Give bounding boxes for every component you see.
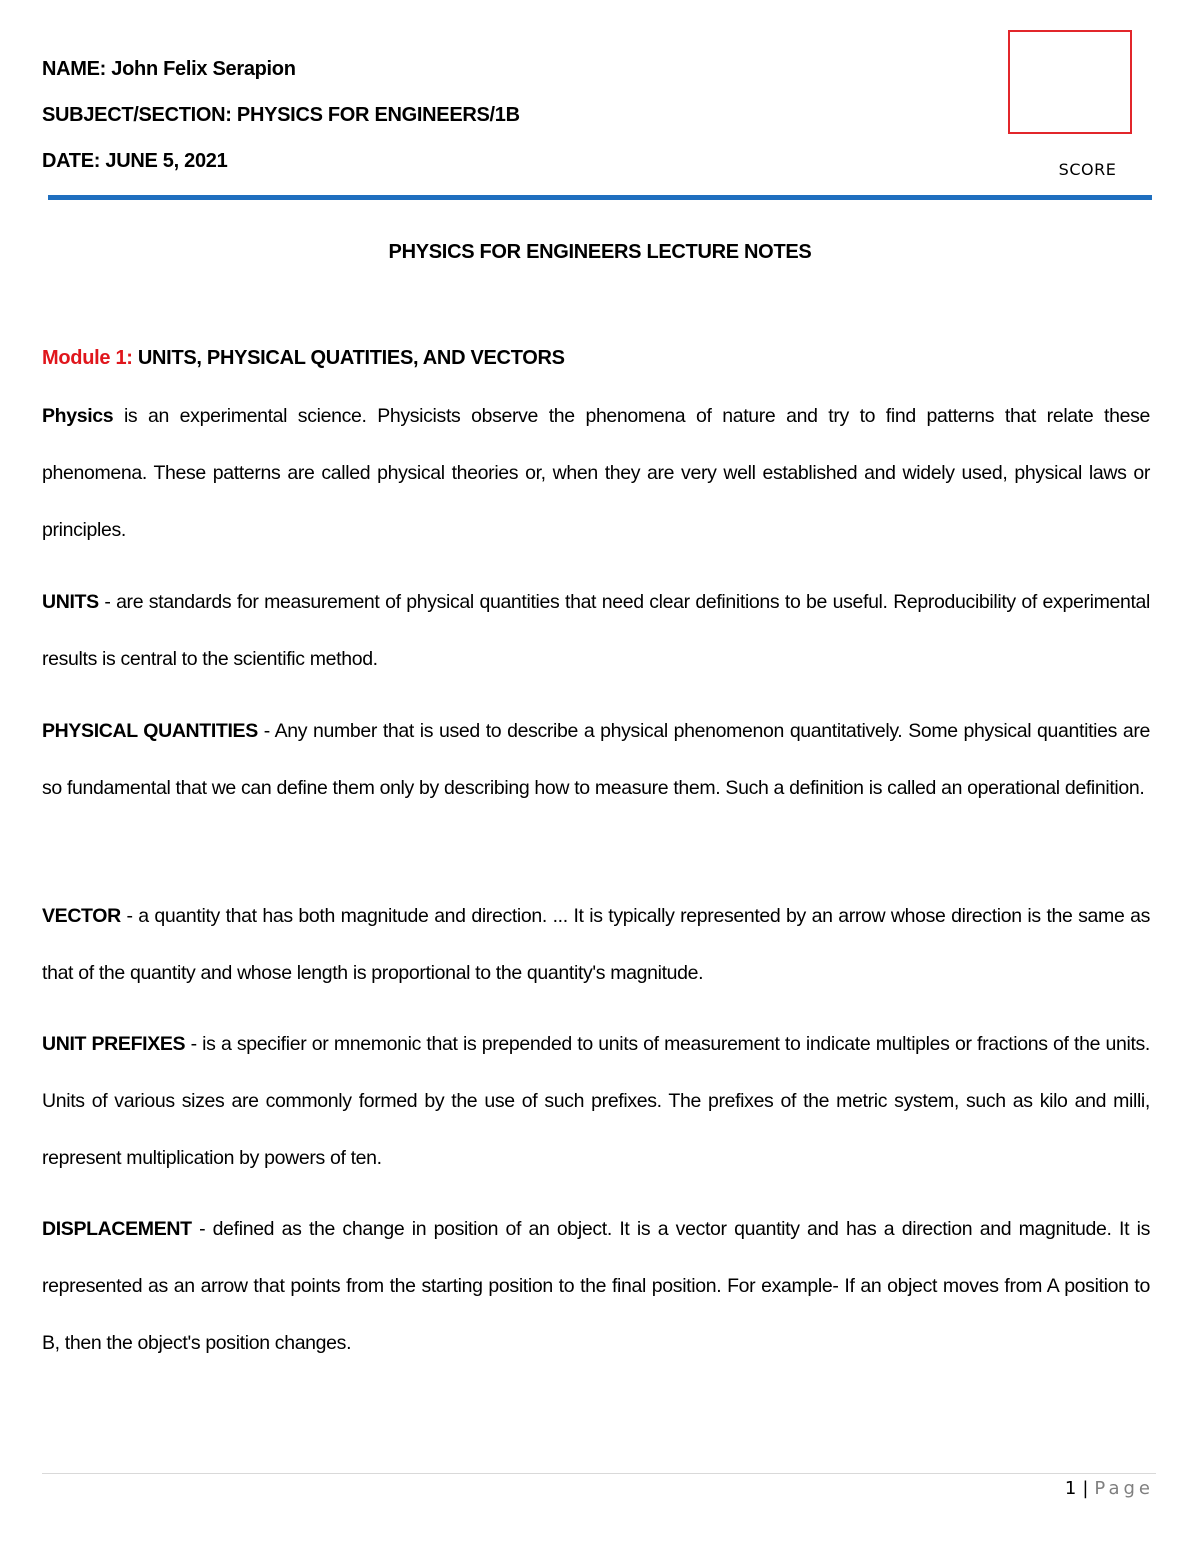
module-heading: [42, 347, 565, 370]
page-word: Page: [1094, 1478, 1154, 1499]
subject-section: SUBJECT/SECTION: PHYSICS FOR ENGINEERS/1B: [42, 104, 520, 126]
definition-physical-quantities: - Any number that is used to describe a physical phenomenon quantitatively. Some physical quantities are so fundamental that we can define them only by describing how to measure them. Such a definition is called an operational definition.: [42, 720, 1150, 799]
page-footer: [1065, 1478, 1154, 1499]
header-divider: [48, 195, 1152, 200]
footer-divider: [42, 1473, 1156, 1474]
paragraph-displacement: [42, 1201, 1150, 1372]
paragraph-vector: [42, 888, 1150, 1002]
definition-displacement: - defined as the change in position of an object. It is a vector quantity and has a direction and magnitude. It is represented as an arrow that points from the starting position to the final position. For example- If an object moves from A position to B, then the object's position changes.: [42, 1218, 1150, 1354]
term-displacement: DISPLACEMENT: [42, 1218, 192, 1240]
page-number: 1: [1064, 1478, 1077, 1499]
page-separator: |: [1082, 1478, 1089, 1499]
term-physics: Physics: [42, 405, 114, 427]
paragraph-physics: [42, 388, 1150, 559]
document-title: PHYSICS FOR ENGINEERS LECTURE NOTES: [388, 241, 812, 263]
term-unit-prefixes: UNIT PREFIXES: [42, 1033, 186, 1055]
term-units: UNITS: [42, 591, 99, 613]
definition-vector: - a quantity that has both magnitude and direction. ... It is typically represented by an arrow whose direction is the same as that of the quantity and whose length is proportional to the quantity's magnitude.: [42, 905, 1150, 984]
score-box: [1008, 30, 1132, 134]
module-title: UNITS, PHYSICAL QUATITIES, AND VECTORS: [132, 347, 565, 369]
definition-unit-prefixes: - is a specifier or mnemonic that is prepended to units of measurement to indicate multiples or fractions of the units. Units of various sizes are commonly formed by the use of such prefixes. The prefixes of the metric system, such as kilo and milli, represent multiplication by powers of ten.: [42, 1033, 1150, 1169]
definition-physics: is an experimental science. Physicists observe the phenomena of nature and try to find patterns that relate these phenomena. These patterns are called physical theories or, when they are very well established and widely used, physical laws or principles.: [42, 405, 1150, 541]
definition-units: - are standards for measurement of physical quantities that need clear definitions to be useful. Reproducibility of experimental results is central to the scientific method.: [42, 591, 1150, 670]
module-number: Module 1:: [42, 347, 133, 369]
term-vector: VECTOR: [42, 905, 121, 927]
paragraph-units: [42, 574, 1150, 688]
paragraph-physical-quantities: [42, 703, 1150, 817]
term-physical-quantities: PHYSICAL QUANTITIES: [42, 720, 258, 742]
paragraph-unit-prefixes: [42, 1016, 1150, 1187]
date-line: DATE: JUNE 5, 2021: [42, 150, 228, 172]
score-label: SCORE: [1058, 160, 1117, 179]
student-name: NAME: John Felix Serapion: [42, 58, 296, 80]
